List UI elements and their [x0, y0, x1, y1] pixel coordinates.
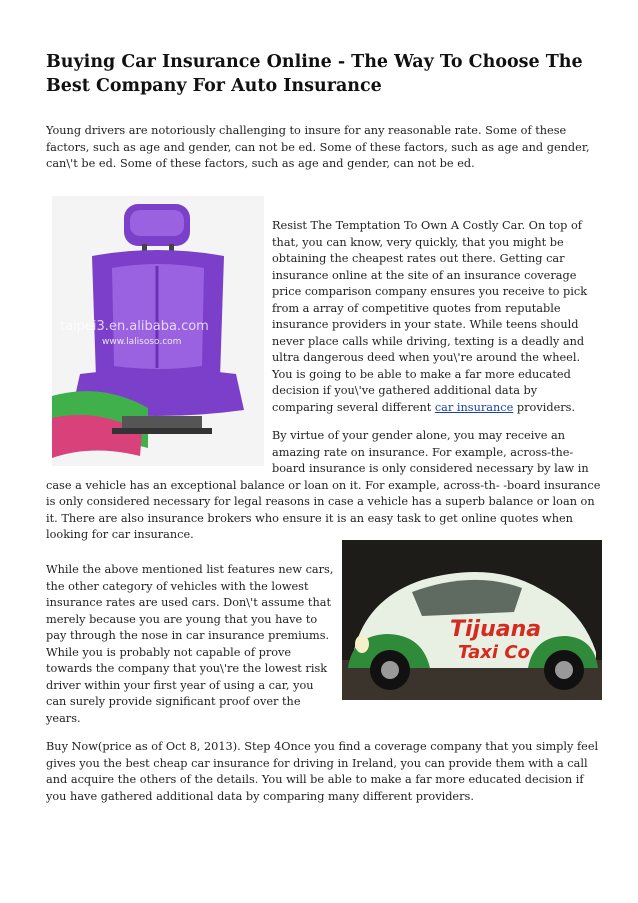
intro-paragraph: Young drivers are notoriously challenging to insure for any reasonable rate. Some of these factors, such as age and gender, can not be ed. Some of these factors, such as age and gender, can\'t be ed. Some of these factors, such as age and gender, can not be ed.	[46, 124, 590, 170]
watermark-text-2: www.lalisoso.com	[102, 337, 182, 347]
taxi-sign-line-2: Taxi Co	[458, 642, 530, 663]
car-seat-image	[52, 196, 264, 466]
paragraph-3: While the above mentioned list features new cars, the other category of vehicles with the lowest insurance rates are used cars. Don\'t assume that merely because you are young that you have to pay through the nose in car insurance premiums. While you is probably not capable of prove towards the company that you\'re the lowest risk driver within your first year of using a car, you can surely provide significant proof over the years.	[46, 563, 334, 725]
watermark-text: taipei3.en.alibaba.com	[60, 319, 209, 334]
car-insurance-link[interactable]: car insurance	[434, 400, 514, 414]
page-title: Buying Car Insurance Online - The Way To Choose The Best Company For Auto Insurance	[46, 52, 583, 96]
taxi-sign-line-1: Tijuana	[450, 617, 542, 642]
paragraph-2: By virtue of your gender alone, you may receive an amazing rate on insurance. For example, across-the-board insurance is only considered necessary by law in case a vehicle has an exceptional balance or loan on it. For example, across-th- -board insurance is only considered necessary for legal reasons in case a vehicle has a superb balance or loan on it. There are also insurance brokers who ensure it is an easy task to get online quotes when looking for car insurance.	[46, 429, 601, 541]
taxi-car-image	[342, 540, 602, 700]
paragraph-1-tail: providers.	[513, 400, 576, 414]
paragraph-1-text: Resist The Temptation To Own A Costly Car. On top of that, you can know, very quickly, that you might be obtaining the cheapest rates out there. Getting car insurance online at the site of an insurance coverage price comparison company ensures you receive to pick from a array of competitive quotes from reputable insurance providers in your state. While teens should never place calls while driving, texting is a deadly and ultra dangerous deed when you\'re around the wheel. You is going to be able to make a far more educated decision if you\'ve gathered additional data by comparing several different	[272, 219, 588, 414]
article-block-car	[46, 540, 602, 817]
paragraph-4: Buy Now(price as of Oct 8, 2013). Step 4Once you find a coverage company that you simply feel gives you the best cheap car insurance for driving in Ireland, you can provide them with a call and acquire the others of the details. You will be able to make a far more educated decision if you have gathered additional data by comparing many different providers.	[46, 740, 599, 803]
article-block-seat	[46, 196, 602, 556]
